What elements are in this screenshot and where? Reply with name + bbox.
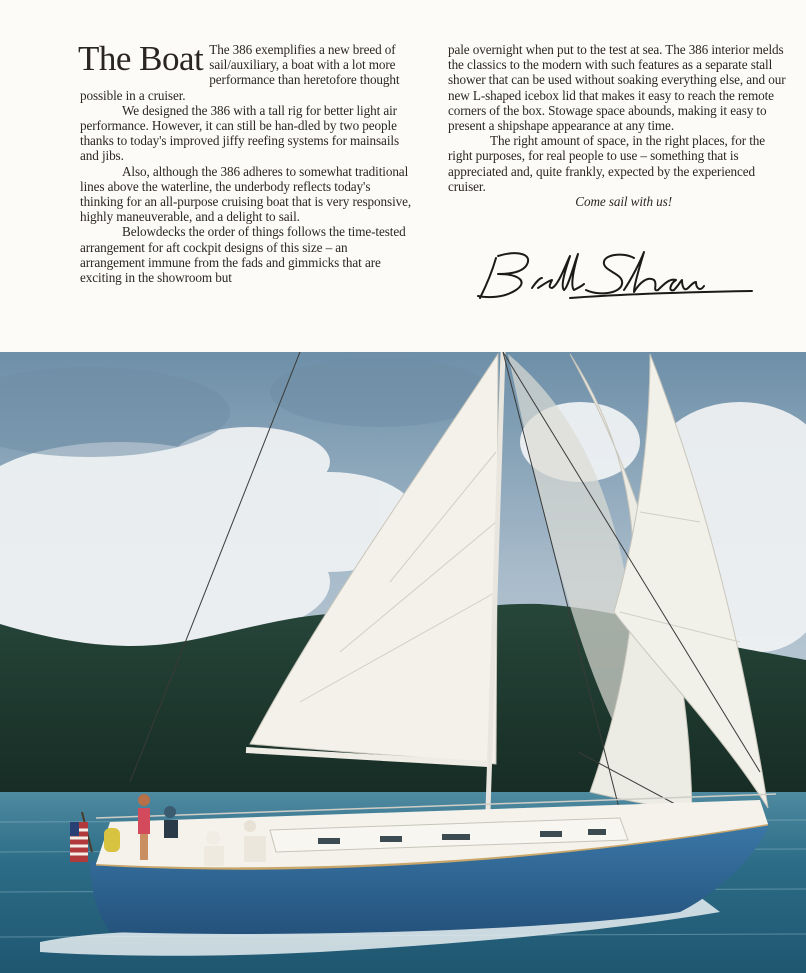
intro-text: The 386 exemplifies a new breed of sail/auxiliary, a boat with a lot more performance than heretofore thought possible in a cruiser. — [80, 42, 400, 103]
paragraph-underbody: Also, although the 386 adheres to somewhat traditional lines above the waterline, the underbody reflects today's thinking for an all-purpose cruising boat that is very responsive, highly maneuverable, and a delight to sail. — [80, 163, 412, 225]
paragraph-belowdecks: Belowdecks the order of things follows the time-tested arrangement for aft cockpit designs of this size – an arrangement immune from the fads and gimmicks that are exciting in the showroom but — [80, 224, 406, 286]
article-column-right — [448, 42, 788, 209]
signoff-text: Come sail with us! — [575, 194, 672, 210]
paragraph-interior: pale overnight when put to the test at sea. The 386 interior melds the classics to the modern with such features as a separate stall shower that can be used without soaking everything else, and our new L-shaped icebox lid that makes it easy to reach the remote corners of the box. Stowage space abounds, making it easy to present a shipshape appearance at any time. — [448, 42, 786, 134]
signature-image — [474, 244, 764, 308]
paragraph-rig: We designed the 386 with a tall rig for better light air performance. However, it can still be han-dled by two people thanks to today's improved jiffy reefing systems for mainsails and jibs. — [80, 102, 399, 164]
headline: The Boat — [78, 39, 204, 78]
intro-paragraph — [78, 39, 412, 103]
sailboat-photo — [0, 352, 806, 973]
article-text-area — [0, 0, 806, 352]
article-column-left — [78, 39, 412, 286]
paragraph-space: The right amount of space, in the right places, for the right purposes, for real people to use – something that is appreciated and, quite frankly, expected by the experienced cruiser. — [448, 133, 766, 194]
